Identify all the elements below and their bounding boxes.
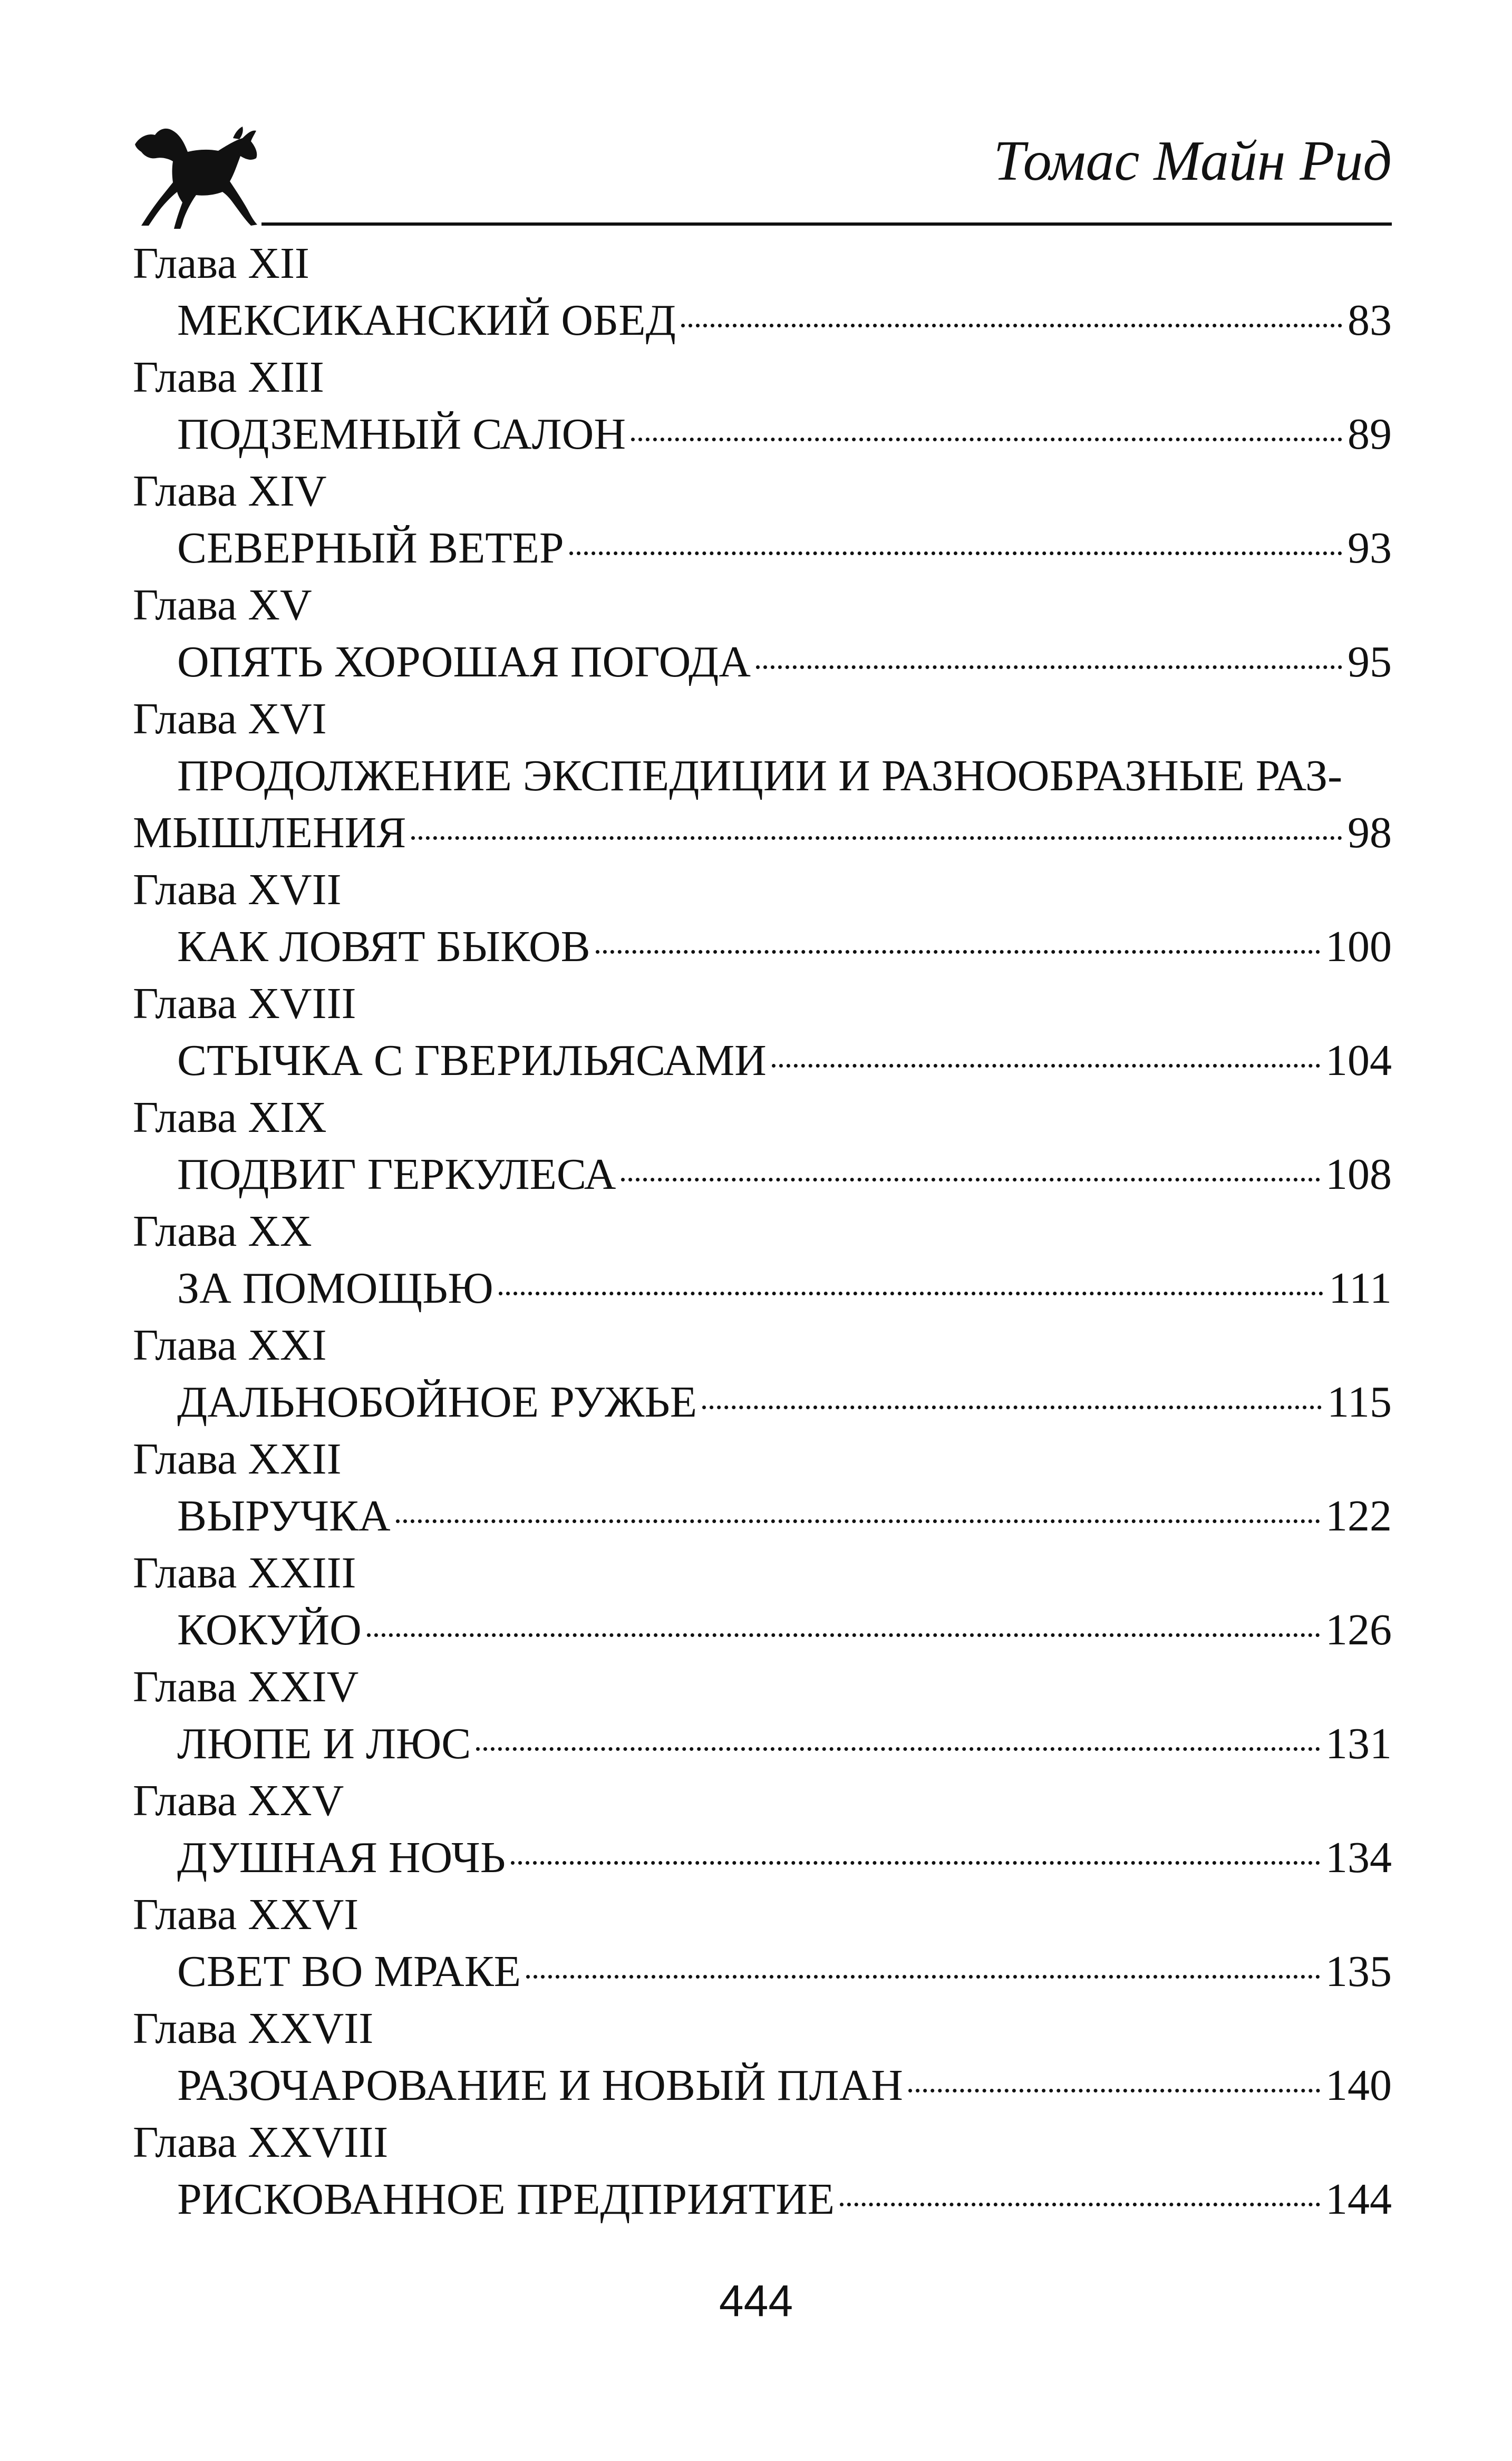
toc-entry: [133, 292, 1392, 349]
toc-entry: [133, 1488, 1392, 1545]
chapter-title-line: ПРОДОЛЖЕНИЕ ЭКСПЕДИЦИИ И РАЗНООБРАЗНЫЕ РАЗ-: [177, 751, 1343, 800]
chapter-title: СВЕТ ВО МРАКЕ: [177, 1947, 521, 1996]
toc-entry: [133, 406, 1392, 463]
toc-entry: [133, 1374, 1392, 1431]
toc-entry: [133, 1260, 1392, 1317]
chapter-title: СТЫЧКА С ГВЕРИЛЬЯСАМИ: [177, 1036, 767, 1085]
chapter-label: Глава XXI: [133, 1321, 327, 1370]
dot-leader: [511, 1861, 1320, 1865]
chapter-page-number: 95: [1348, 637, 1392, 686]
chapter-title: ЗА ПОМОЩЬЮ: [177, 1264, 493, 1313]
toc-entry: [133, 1943, 1392, 2000]
dot-leader: [367, 1633, 1320, 1637]
chapter-label: Глава XIX: [133, 1093, 327, 1142]
chapter-label: Глава XVI: [133, 694, 327, 743]
chapter-page-number: 93: [1348, 524, 1392, 573]
chapter-label: Глава XX: [133, 1207, 312, 1256]
page-header: [130, 117, 1392, 238]
toc-entry: [133, 1602, 1392, 1659]
dot-leader: [411, 836, 1342, 840]
chapter-page-number: 100: [1325, 922, 1392, 971]
toc-entry: [133, 805, 1392, 861]
chapter-title: КОКУЙО: [177, 1605, 362, 1654]
chapter-label: Глава XXIII: [133, 1548, 356, 1597]
dot-leader: [499, 1292, 1324, 1295]
chapter-page-number: 126: [1325, 1605, 1392, 1654]
chapter-label: Глава XIII: [133, 353, 324, 402]
author-name: Томас Майн Рид: [993, 130, 1392, 192]
chapter-page-number: 89: [1348, 410, 1392, 459]
chapter-page-number: 140: [1325, 2061, 1392, 2110]
chapter-page-number: 134: [1325, 1833, 1392, 1882]
chapter-page-number: 108: [1325, 1150, 1392, 1199]
dot-leader: [908, 2089, 1320, 2092]
chapter-title: ДАЛЬНОБОЙНОЕ РУЖЬЕ: [177, 1378, 697, 1427]
chapter-title: ПОДВИГ ГЕРКУЛЕСА: [177, 1150, 616, 1199]
table-of-contents: [133, 235, 1392, 2228]
toc-entry: [133, 2171, 1392, 2228]
chapter-label: Глава XXV: [133, 1776, 344, 1825]
dot-leader: [396, 1519, 1320, 1523]
chapter-page-number: 135: [1325, 1947, 1392, 1996]
toc-entry: [133, 1146, 1392, 1203]
page-number: 444: [719, 2276, 793, 2326]
chapter-title: ВЫРУЧКА: [177, 1491, 391, 1540]
toc-entry: [133, 1716, 1392, 1772]
dot-leader: [681, 324, 1342, 327]
chapter-label: Глава XVIII: [133, 979, 356, 1028]
chapter-label: Глава XV: [133, 580, 312, 629]
chapter-label: Глава XXVII: [133, 2004, 374, 2053]
toc-entry: [133, 1829, 1392, 1886]
dot-leader: [596, 950, 1320, 954]
dot-leader: [476, 1747, 1320, 1751]
chapter-page-number: 144: [1325, 2175, 1392, 2224]
dot-leader: [756, 665, 1342, 669]
chapter-page-number: 83: [1348, 296, 1392, 345]
chapter-title: СЕВЕРНЫЙ ВЕТЕР: [177, 524, 564, 573]
chapter-label: Глава XII: [133, 239, 309, 288]
chapter-title: МЫШЛЕНИЯ: [133, 808, 406, 857]
toc-entry: [133, 1032, 1392, 1089]
chapter-title: ДУШНАЯ НОЧЬ: [177, 1833, 506, 1882]
chapter-title: РАЗОЧАРОВАНИЕ И НОВЫЙ ПЛАН: [177, 2061, 903, 2110]
chapter-label: Глава XXVIII: [133, 2118, 389, 2167]
toc-entry: [133, 634, 1392, 691]
chapter-label: Глава XXVI: [133, 1890, 359, 1939]
dot-leader: [702, 1406, 1322, 1409]
dot-leader: [526, 1975, 1320, 1979]
chapter-page-number: 98: [1348, 808, 1392, 857]
dot-leader: [840, 2203, 1320, 2206]
chapter-label: Глава XVII: [133, 865, 342, 914]
chapter-label: Глава XXIV: [133, 1662, 359, 1711]
toc-entry: [133, 918, 1392, 975]
chapter-page-number: 122: [1325, 1491, 1392, 1540]
chapter-title: МЕКСИКАНСКИЙ ОБЕД: [177, 296, 676, 345]
chapter-page-number: 111: [1329, 1264, 1392, 1313]
chapter-page-number: 115: [1327, 1378, 1392, 1427]
horse-logo-icon: [130, 117, 261, 233]
chapter-title: РИСКОВАННОЕ ПРЕДПРИЯТИЕ: [177, 2175, 835, 2224]
toc-entry: [133, 2057, 1392, 2114]
dot-leader: [772, 1064, 1320, 1068]
chapter-title: ПОДЗЕМНЫЙ САЛОН: [177, 410, 626, 459]
dot-leader: [569, 551, 1342, 555]
dot-leader: [621, 1178, 1320, 1181]
dot-leader: [631, 438, 1342, 441]
chapter-label: Глава XXII: [133, 1435, 342, 1484]
toc-entry: [133, 520, 1392, 577]
chapter-title: КАК ЛОВЯТ БЫКОВ: [177, 922, 590, 971]
chapter-page-number: 131: [1325, 1719, 1392, 1768]
chapter-page-number: 104: [1325, 1036, 1392, 1085]
header-rule: [261, 222, 1392, 226]
chapter-title: ОПЯТЬ ХОРОШАЯ ПОГОДА: [177, 637, 751, 686]
chapter-label: Глава XIV: [133, 467, 327, 516]
chapter-title: ЛЮПЕ И ЛЮС: [177, 1719, 471, 1768]
